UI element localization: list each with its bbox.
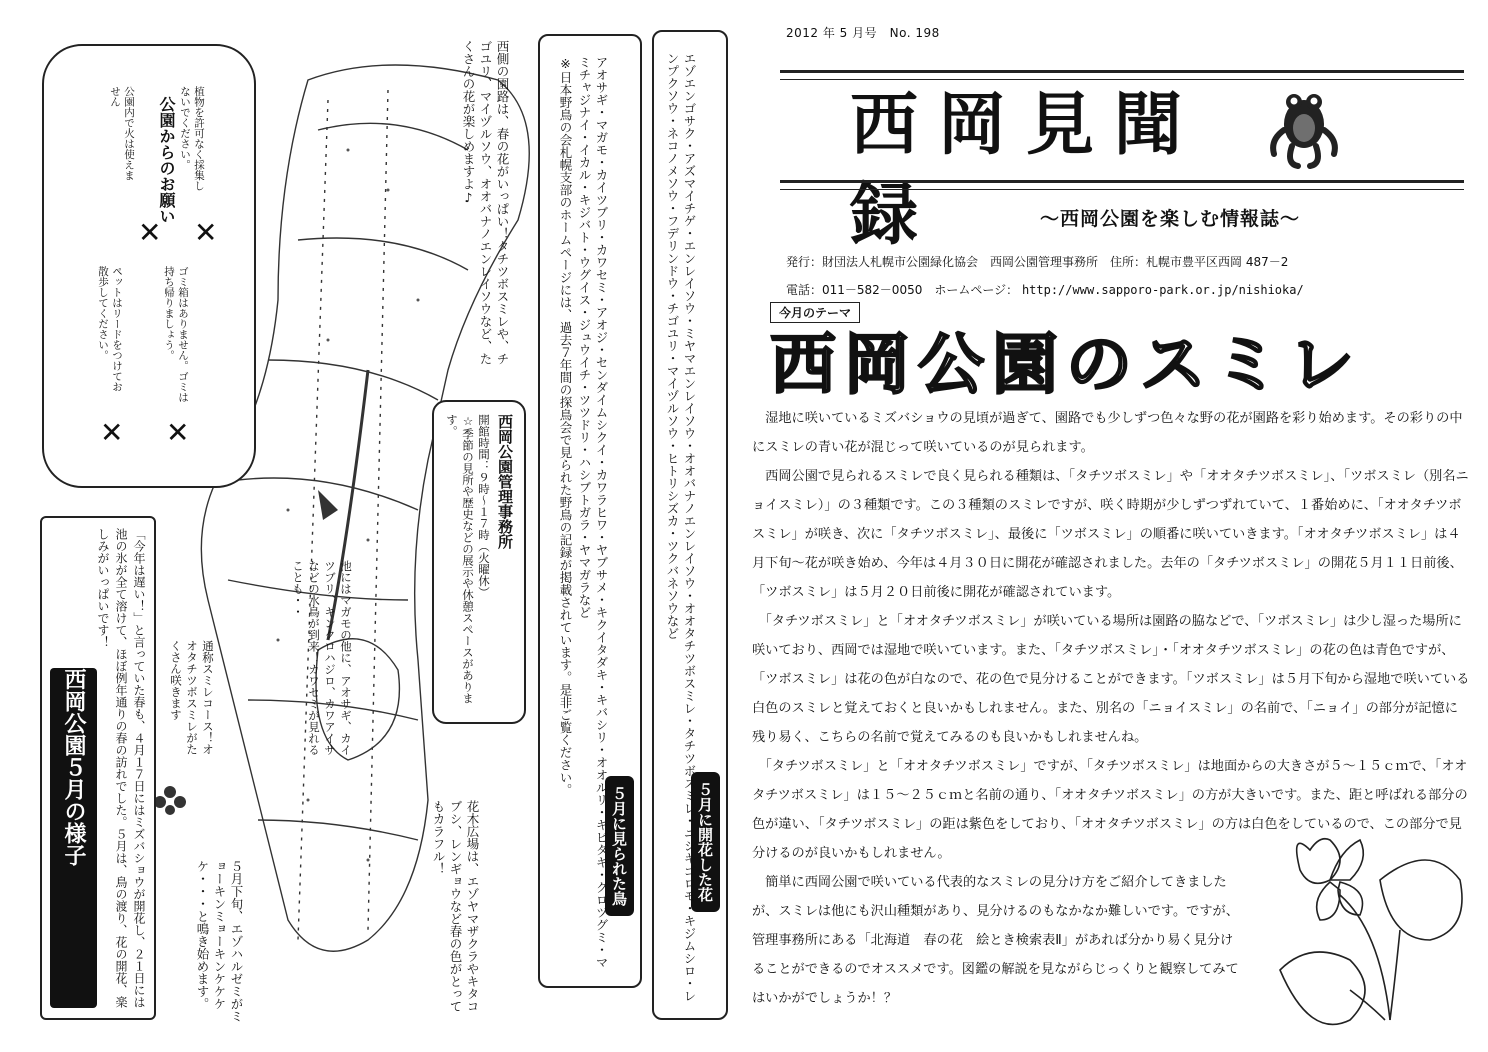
birds-box <box>538 34 642 988</box>
theme-label: 今月のテーマ <box>770 302 860 323</box>
article-paragraph: 「タチツボスミレ」と「オオタチツボスミレ」が咲いている場所は園路の脇などで、「ツボスミレ」は少し湿った場所に咲いており、西岡では湿地で咲いています。また、「タチツボスミレ」・「オオタチツボスミレ」の花の色は青色ですが、「ツボスミレ」は花の色が白なので、花の色で見分けることができます。「ツボスミレ」は５月下旬から湿地で咲いている白色のスミレと覚えておくと良いかもしれません。また、別名の「ニョイスミレ」の名前で、「ニョイ」の部分が記憶に残り易く、こちらの名前で覚えてみるのも良いかもしれませんね。 <box>752 614 1470 745</box>
masthead-rule-bottom <box>780 180 1464 190</box>
phone-label: 電話：011－582－0050 ホームページ： <box>786 283 1019 297</box>
birds-box-body: アオサギ・マガモ・カイツブリ・カワセミ・アオジ・センダイムシクイ・カワラヒワ・ヤブサメ・キクイタダキ・キバシリ・オオルリ・キビタキ・クロツグミ・マミチャジナイ・イカル・キジバト・ウグイス・ジュウイチ・ツツドリ・ハシブトガラ・ヤマガラなど <box>577 56 609 969</box>
request-box <box>42 44 256 488</box>
homepage-link[interactable]: http://www.sapporo-park.or.jp/nishioka/ <box>1021 283 1304 297</box>
may-report-box <box>40 516 156 1020</box>
masthead-title: 西岡見聞録 <box>850 85 1203 255</box>
contact-line <box>786 276 1304 304</box>
frog-icon <box>1268 84 1340 170</box>
note-violet-course: 通称スミレコース！オオタチツボスミレがたくさん咲きます <box>169 640 215 755</box>
article-paragraph: 簡単に西岡公園で咲いている代表的なスミレの見分け方をご紹介してきましたが、スミレは他にも沢山種類があり、見分けるのもなかなか難しいです。ですが、管理事務所にある「北海道 春の花 絵とき検索表Ⅱ」があれば分かり易く見分けることができるのでオススメです。図鑑の解説を見ながらじっくりと観察してみてはいかがでしょうか！？ <box>752 875 1239 1006</box>
publisher-info <box>786 248 1304 304</box>
magazine-subtitle: ～西岡公園を楽しむ情報誌～ <box>1040 208 1301 230</box>
theme-title: 西岡公園のスミレ <box>770 325 1362 403</box>
may-report-title: 西岡公園５月の様子 <box>50 668 97 1008</box>
request-pet: ペットはリードをつけてお散歩してください。 <box>97 266 123 392</box>
office-title: 西岡公園管理事務所 <box>496 414 514 549</box>
office-box <box>432 400 526 724</box>
plant-icon: ✕ <box>194 216 218 249</box>
dog-icon: ✕ <box>100 416 124 449</box>
article-paragraph: 西岡公園で見られるスミレで良く見られる種類は、「タチツボスミレ」や「オオタチツボスミレ」、「ツボスミレ（別名ニョイスミレ）」の３種類です。この３種類のスミレですが、咲く時期が少しずつずれていて、１番始めに、「オオタチツボスミレ」が咲き、次に「タチツボスミレ」、最後に「ツボスミレ」の順番に咲いていきます。「オオタチツボスミレ」は４月下旬～花が咲き始め、今年は４月３０日に開花が確認されました。去年の「タチツボスミレ」の開花５月１１日前後、「ツボスミレ」は５月２０日前後に開花が確認されています。 <box>752 469 1469 600</box>
request-fire: 公園内で火は使えません <box>109 86 135 181</box>
flowers-box-title: ５月に開花した花 <box>691 772 720 912</box>
office-description: ☆季節の見所や歴史などの展示や休憩スペースがあります。 <box>445 414 475 704</box>
request-trash: ゴミ箱はありません。ゴミは持ち帰りましょう。 <box>163 266 189 403</box>
request-title: 公園からのお願い <box>157 96 176 224</box>
note-west-garden: 西側の園路は、春の花がいっぱい！タチツボスミレや、チゴユリ、マイヅルソウ、オオバナノエンレイソウなど、たくさんの花が楽しめますよ♪ <box>461 40 510 365</box>
flowers-box <box>652 30 728 1020</box>
article-paragraph: 湿地に咲いているミズバショウの見頃が過ぎて、園路でも少しずつ色々な野の花が園路を彩り始めます。その彩りの中にスミレの青い花が混じって咲いているのが見られます。 <box>752 411 1463 455</box>
birds-box-note: ※日本野鳥の会札幌支部のホームページには、過去７年間の探鳥会で見られた野鳥の記録が掲載されています。是非ご覧ください。 <box>558 56 573 796</box>
note-flower-field: 花木広場は、エゾヤマザクラやキタコブシ、レンギョウなど春の色がとってもカラフル！ <box>431 800 480 1013</box>
violet-illustration <box>1270 820 1470 1040</box>
flowers-box-body: エゾエンゴサク・アズマイチゲ・エンレイソウ・ミヤマエンレイソウ・オオバナノエンレイソウ・オオタチツボスミレ・タチツボスミレ・ニシキゴロモ・キジムシロ・レンプクソウ・ネコノメソウ・フデリンドウ・チゴユリ・マイヅルソウ・ヒトリシズカ・ツクバネソウなど <box>665 52 697 1002</box>
issue-number: 2012 年 5 月号 No. 198 <box>786 26 940 40</box>
violet-icon <box>150 780 190 820</box>
request-plants: 植物を許可なく採集しないでください。 <box>179 86 205 191</box>
may-report-body: 「今年は遅い！」と言っていた春も、４月１７日にはミズバショウが開花し、２１日には池の氷が全て溶けて、ほぼ例年通りの春の訪れでした。５月は、鳥の渡り、花の開花、楽しみがいっぱいです！ <box>96 528 146 1008</box>
publisher-line: 発行：財団法人札幌市公園緑化協会 西岡公園管理事務所 住所：札幌市豊平区西岡 487－2 <box>786 255 1289 269</box>
masthead-rule-top <box>780 70 1464 80</box>
note-cicada: ５月下旬、エゾハルゼミがミョーキンミョーキンケケケケ・・・と鳴き始めます。 <box>195 860 244 1023</box>
fire-icon: ✕ <box>138 216 162 249</box>
trash-icon: ✕ <box>166 416 190 449</box>
note-pond: 池にはマガモの他に、アオサギ、カイツブリ、キンクロハジロ、カワアイサなどの水鳥が到来！カワセミが見れることも・・ <box>291 560 353 756</box>
office-hours: 開館時間：９時～１７時（火曜休） <box>477 414 491 598</box>
article-paragraph: 「タチツボスミレ」と「オオタチツボスミレ」ですが、「タチツボスミレ」は地面からの大きさが５～１５ｃｍで、「オオタチツボスミレ」は１５～２５ｃｍと名前の通り、「オオタチツボスミレ」の方が大きいです。また、距と呼ばれる部分の色が違い、「タチツボスミレ」の距は紫色をしており、「オオタチツボスミレ」の方は白色をしているので、この部分で見分けるのが良いかもしれません。 <box>752 759 1468 861</box>
birds-box-title: ５月に見られた鳥 <box>605 776 634 916</box>
